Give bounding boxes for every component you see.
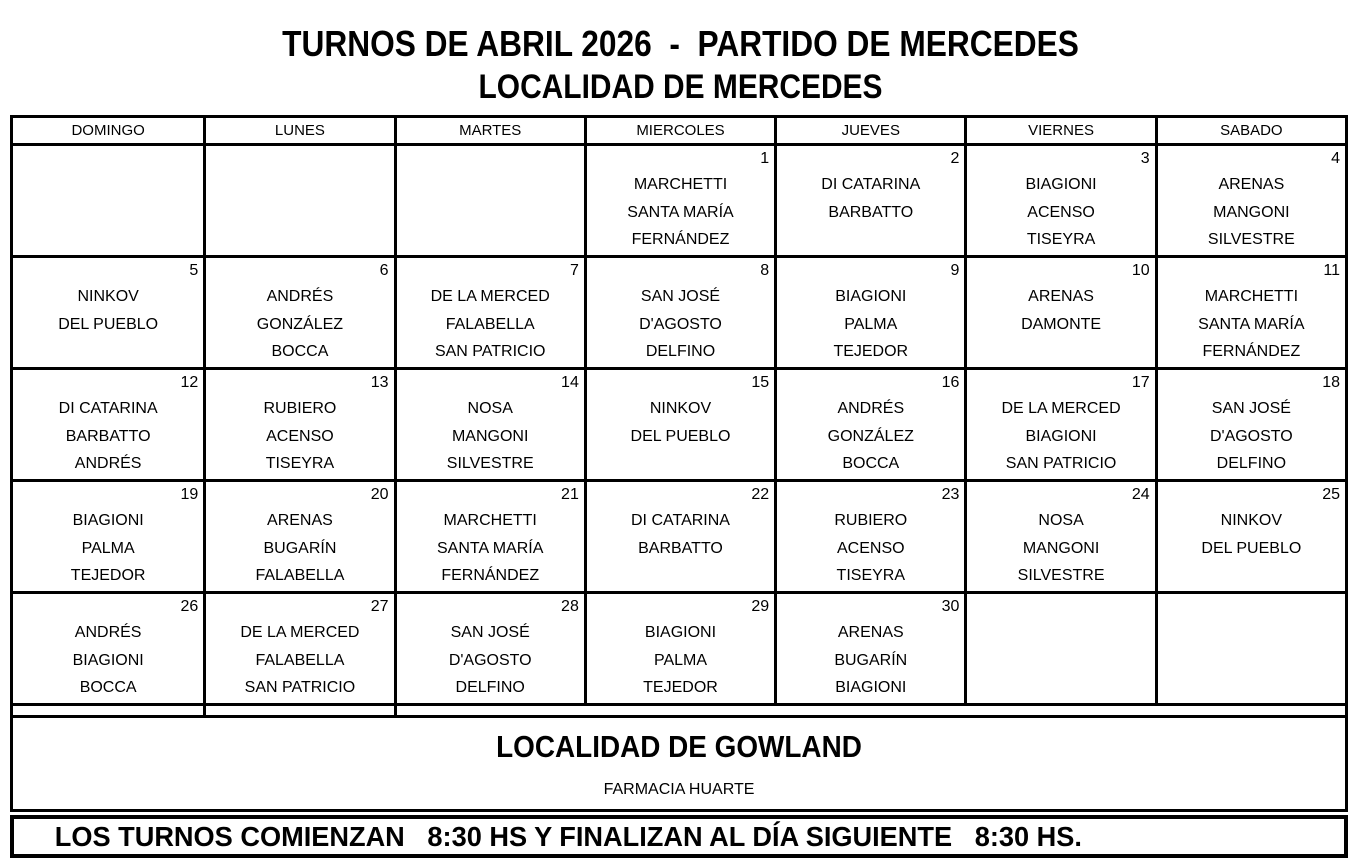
day-number: 30 <box>941 598 960 615</box>
pharmacy-name: DI CATARINA <box>58 400 158 417</box>
weekday-header-miercoles: MIERCOLES <box>584 118 774 143</box>
day-number: 19 <box>180 486 199 503</box>
pharmacy-name: RUBIERO <box>263 400 337 417</box>
pharmacy-name: BIAGIONI <box>835 679 907 696</box>
pharmacy-name: SAN JOSÉ <box>640 288 721 305</box>
pharmacy-name: SILVESTRE <box>1207 231 1295 248</box>
duty-calendar-table <box>10 115 1348 718</box>
pharmacy-name: MANGONI <box>1213 203 1290 221</box>
day-number: 21 <box>561 486 579 503</box>
pharmacy-name: PALMA <box>81 539 135 557</box>
pharmacy-name: MARCHETTI <box>1204 288 1299 305</box>
day-number: 5 <box>189 262 199 279</box>
calendar-week-row <box>13 479 1345 591</box>
day-number: 13 <box>370 374 389 391</box>
calendar-cell-day-13 <box>203 370 393 479</box>
pharmacy-name: NINKOV <box>77 288 139 305</box>
calendar-cell-empty <box>13 146 203 255</box>
calendar-cell-day-18 <box>1155 370 1345 479</box>
pharmacy-name: BIAGIONI <box>644 624 717 641</box>
pharmacy-name: PALMA <box>653 651 708 669</box>
pharmacy-name: FALABELLA <box>445 315 535 333</box>
pharmacy-name: SILVESTRE <box>446 455 534 472</box>
weekday-header-lunes: LUNES <box>203 118 393 143</box>
day-number: 25 <box>1322 486 1340 503</box>
pharmacy-name: SANTA MARÍA <box>1198 315 1305 333</box>
pharmacy-name: NOSA <box>467 400 513 417</box>
day-number: 4 <box>1331 150 1340 167</box>
pharmacy-name: SAN JOSÉ <box>1211 400 1291 417</box>
pharmacy-name: DEL PUEBLO <box>58 315 159 333</box>
calendar-cell-day-27 <box>203 594 393 703</box>
pharmacy-name: DAMONTE <box>1021 315 1102 333</box>
pharmacy-name: SAN PATRICIO <box>1005 455 1117 472</box>
pharmacy-name: FERNÁNDEZ <box>631 231 730 248</box>
calendar-cell-day-14 <box>394 370 584 479</box>
day-number: 12 <box>180 374 199 391</box>
stub-cell <box>203 706 393 715</box>
day-number: 11 <box>1323 262 1340 279</box>
calendar-cell-day-24 <box>964 482 1154 591</box>
pharmacy-name: DELFINO <box>455 679 525 696</box>
calendar-cell-day-5 <box>13 258 203 367</box>
day-number: 16 <box>941 374 960 391</box>
calendar-cell-day-16 <box>774 370 964 479</box>
pharmacy-name: BARBATTO <box>65 427 151 445</box>
calendar-cell-day-15 <box>584 370 774 479</box>
calendar-cell-day-22 <box>584 482 774 591</box>
calendar-week-row <box>13 367 1345 479</box>
weekday-header-sabado: SABADO <box>1155 118 1345 143</box>
stub-cell-merged <box>394 706 1345 715</box>
calendar-cell-day-21 <box>394 482 584 591</box>
day-number: 9 <box>950 262 960 279</box>
pharmacy-name: DE LA MERCED <box>1001 400 1121 417</box>
calendar-cell-day-4 <box>1155 146 1345 255</box>
day-number: 14 <box>561 374 579 391</box>
calendar-cell-empty <box>394 146 584 255</box>
calendar-cell-day-29 <box>584 594 774 703</box>
pharmacy-name: TISEYRA <box>1026 231 1096 248</box>
pharmacy-name: BUGARÍN <box>263 539 337 557</box>
pharmacy-name: DEL PUEBLO <box>630 427 731 445</box>
pharmacy-name: SILVESTRE <box>1017 567 1105 584</box>
day-number: 24 <box>1131 486 1150 503</box>
calendar-cell-day-30 <box>774 594 964 703</box>
day-number: 20 <box>370 486 389 503</box>
day-number: 6 <box>379 262 389 279</box>
day-number: 1 <box>760 150 770 167</box>
weekday-header-martes: MARTES <box>394 118 584 143</box>
pharmacy-name: SAN JOSÉ <box>450 624 530 641</box>
pharmacy-name: SANTA MARÍA <box>627 203 734 221</box>
day-number <box>967 596 1154 619</box>
calendar-cell-day-8 <box>584 258 774 367</box>
pharmacy-name: PALMA <box>844 315 898 333</box>
pharmacy-name: NOSA <box>1038 512 1084 529</box>
day-number: 23 <box>941 486 960 503</box>
weekday-header-viernes: VIERNES <box>964 118 1154 143</box>
pharmacy-name: ANDRÉS <box>74 455 142 472</box>
pharmacy-name: DE LA MERCED <box>430 288 550 305</box>
day-number <box>13 148 203 171</box>
day-number: 17 <box>1131 374 1150 391</box>
calendar-cell-day-23 <box>774 482 964 591</box>
pharmacy-name: MARCHETTI <box>633 176 728 193</box>
pharmacy-name: ARENAS <box>837 624 904 641</box>
pharmacy-name: GONZÁLEZ <box>827 427 914 445</box>
day-number: 22 <box>751 486 770 503</box>
pharmacy-name: BIAGIONI <box>835 288 907 305</box>
pharmacy-name: TISEYRA <box>836 567 906 584</box>
pharmacy-name: MARCHETTI <box>443 512 537 529</box>
calendar-cell-day-7 <box>394 258 584 367</box>
pharmacy-name: MANGONI <box>451 427 529 445</box>
pharmacy-name: BARBATTO <box>828 203 914 221</box>
gowland-pharmacy-name: FARMACIA HUARTE <box>603 781 755 798</box>
pharmacy-name: BIAGIONI <box>1025 176 1097 193</box>
day-number: 8 <box>760 262 770 279</box>
page-subtitle: LOCALIDAD DE MERCEDES <box>478 68 883 106</box>
pharmacy-name: D'AGOSTO <box>448 651 532 669</box>
calendar-cell-day-19 <box>13 482 203 591</box>
calendar-cell-day-9 <box>774 258 964 367</box>
calendar-cell-day-2 <box>774 146 964 255</box>
calendar-cell-day-11 <box>1155 258 1345 367</box>
pharmacy-name: BOCCA <box>842 455 900 472</box>
calendar-cell-day-20 <box>203 482 393 591</box>
day-number: 28 <box>561 598 579 615</box>
pharmacy-name: BARBATTO <box>638 539 723 557</box>
calendar-cell-day-25 <box>1155 482 1345 591</box>
day-number: 27 <box>370 598 389 615</box>
pharmacy-name: DEL PUEBLO <box>1201 539 1302 557</box>
day-number <box>1158 596 1345 619</box>
day-number <box>206 148 393 171</box>
pharmacy-name: DELFINO <box>1216 455 1287 472</box>
pharmacy-name: ANDRÉS <box>74 624 142 641</box>
pharmacy-name: BOCCA <box>79 679 137 696</box>
calendar-cell-empty <box>964 594 1154 703</box>
calendar-cell-empty <box>1155 594 1345 703</box>
calendar-stub-row <box>13 703 1345 715</box>
pharmacy-name: DELFINO <box>645 343 716 360</box>
pharmacy-name: ACENSO <box>1027 203 1095 221</box>
pharmacy-name: ARENAS <box>1218 176 1285 193</box>
pharmacy-name: BOCCA <box>271 343 329 360</box>
pharmacy-name: BIAGIONI <box>72 512 144 529</box>
calendar-week-row <box>13 255 1345 367</box>
calendar-week-row <box>13 143 1345 255</box>
day-number: 29 <box>751 598 770 615</box>
pharmacy-name: FERNÁNDEZ <box>441 567 540 584</box>
pharmacy-name: NINKOV <box>649 400 712 417</box>
day-number: 10 <box>1131 262 1150 279</box>
pharmacy-name: ANDRÉS <box>266 288 334 305</box>
footer-notice-box <box>10 815 1348 858</box>
calendar-cell-day-6 <box>203 258 393 367</box>
day-number: 2 <box>950 150 960 167</box>
pharmacy-name: BIAGIONI <box>72 651 144 669</box>
calendar-cell-day-17 <box>964 370 1154 479</box>
pharmacy-name: SAN PATRICIO <box>434 343 546 360</box>
pharmacy-name: MANGONI <box>1022 539 1100 557</box>
calendar-cell-day-3 <box>964 146 1154 255</box>
day-number <box>397 148 584 171</box>
pharmacy-name: DE LA MERCED <box>240 624 360 641</box>
day-number: 3 <box>1140 150 1150 167</box>
weekday-header-domingo: DOMINGO <box>71 122 145 139</box>
pharmacy-name: D'AGOSTO <box>639 315 722 333</box>
pharmacy-name: ACENSO <box>266 427 334 445</box>
pharmacy-name: ARENAS <box>1028 288 1094 305</box>
pharmacy-name: TEJEDOR <box>643 679 718 696</box>
pharmacy-name: FALABELLA <box>255 651 345 669</box>
stub-cell <box>13 706 203 715</box>
gowland-section <box>10 718 1348 812</box>
day-number: 15 <box>751 374 770 391</box>
pharmacy-name: TEJEDOR <box>70 567 146 584</box>
pharmacy-name: FALABELLA <box>255 567 345 584</box>
pharmacy-name: FERNÁNDEZ <box>1202 343 1301 360</box>
calendar-cell-day-10 <box>964 258 1154 367</box>
pharmacy-name: TISEYRA <box>265 455 335 472</box>
pharmacy-name: ANDRÉS <box>837 400 905 417</box>
gowland-title: LOCALIDAD DE GOWLAND <box>496 729 862 764</box>
pharmacy-name: BUGARÍN <box>834 651 908 669</box>
calendar-cell-day-12 <box>13 370 203 479</box>
pharmacy-name: ARENAS <box>267 512 333 529</box>
footer-notice-text: LOS TURNOS COMIENZAN 8:30 HS Y FINALIZAN AL DÍA SIGUIENTE 8:30 HS. <box>54 821 1082 852</box>
pharmacy-name: NINKOV <box>1220 512 1283 529</box>
pharmacy-name: SAN PATRICIO <box>244 679 356 696</box>
pharmacy-name: DI CATARINA <box>821 176 921 193</box>
calendar-cell-day-1 <box>584 146 774 255</box>
pharmacy-name: GONZÁLEZ <box>256 315 344 333</box>
pharmacy-name: DI CATARINA <box>631 512 730 529</box>
calendar-cell-day-28 <box>394 594 584 703</box>
calendar-week-row <box>13 591 1345 703</box>
weekday-header-row <box>13 118 1345 143</box>
page-title: TURNOS DE ABRIL 2026 - PARTIDO DE MERCEDES <box>282 23 1079 64</box>
pharmacy-name: BIAGIONI <box>1025 427 1097 445</box>
pharmacy-name: D'AGOSTO <box>1209 427 1293 445</box>
calendar-cell-empty <box>203 146 393 255</box>
day-number: 26 <box>180 598 199 615</box>
day-number: 7 <box>569 262 579 279</box>
weekday-header-jueves: JUEVES <box>774 118 964 143</box>
pharmacy-name: ACENSO <box>836 539 905 557</box>
day-number: 18 <box>1322 374 1340 391</box>
pharmacy-name: TEJEDOR <box>833 343 909 360</box>
pharmacy-name: RUBIERO <box>834 512 908 529</box>
pharmacy-name: SANTA MARÍA <box>437 539 544 557</box>
title-block <box>0 0 1361 108</box>
calendar-cell-day-26 <box>13 594 203 703</box>
